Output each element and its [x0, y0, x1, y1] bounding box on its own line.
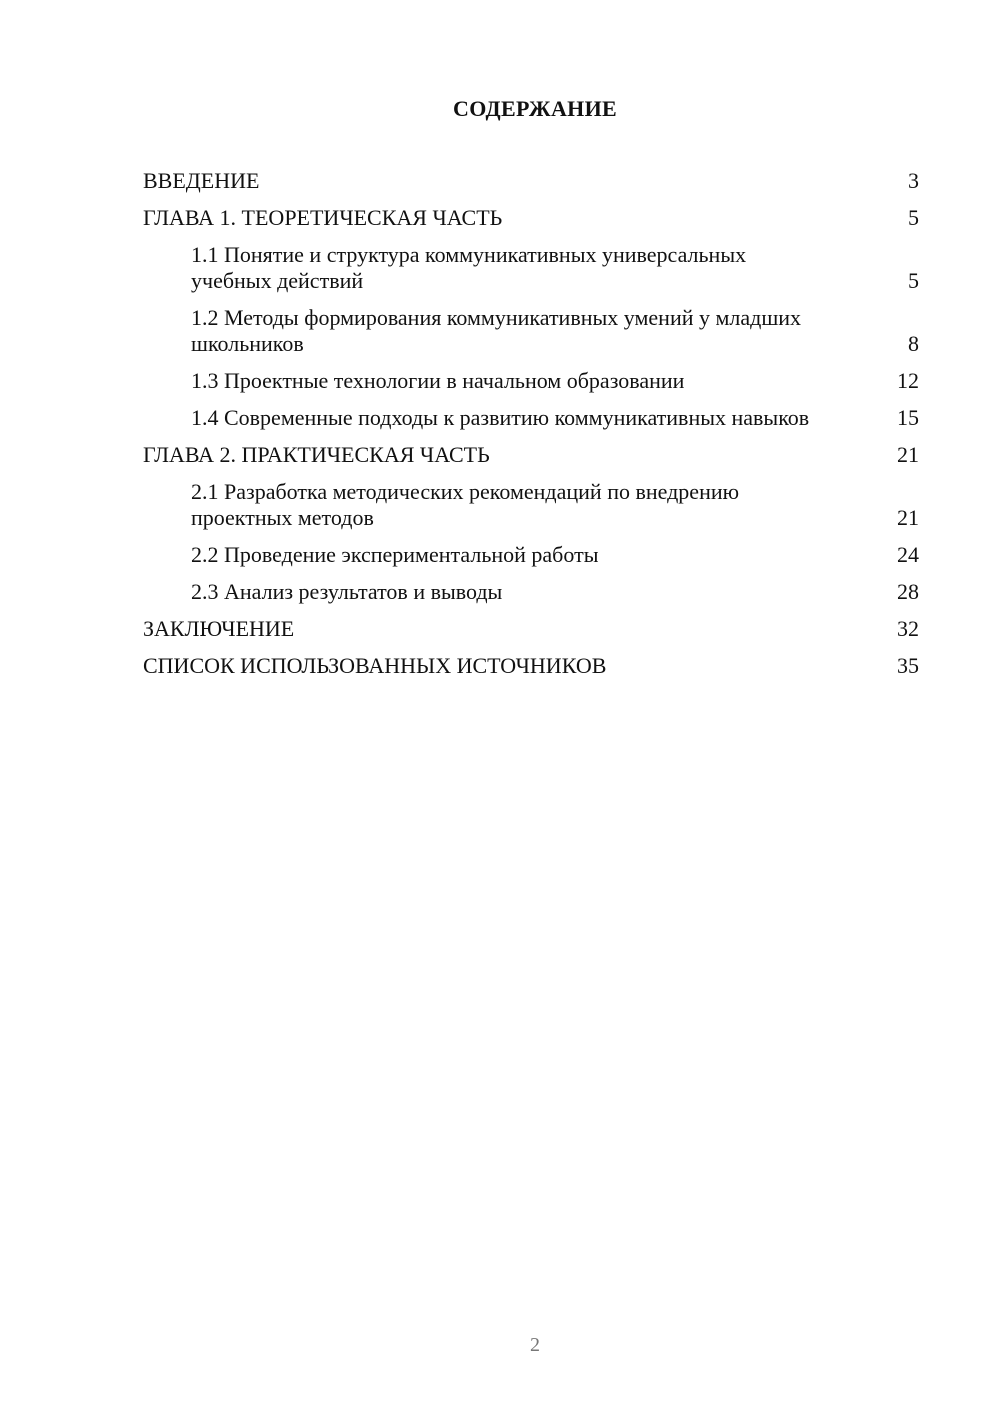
toc-entry-label: 1.3 Проектные технологии в начальном образовании	[191, 368, 685, 393]
toc-entry[interactable]	[143, 542, 919, 568]
toc-entry[interactable]	[143, 579, 919, 605]
toc-entry-page: 21	[897, 505, 919, 530]
toc-entry-label: ГЛАВА 1. ТЕОРЕТИЧЕСКАЯ ЧАСТЬ	[143, 205, 503, 230]
toc-entry-label: ВВЕДЕНИЕ	[143, 168, 260, 193]
toc-entry-label: 1.4 Современные подходы к развитию коммуникативных навыков	[191, 405, 810, 430]
toc-entry-page: 21	[897, 442, 919, 467]
toc-entry[interactable]	[143, 305, 919, 357]
toc-entry[interactable]	[143, 442, 919, 468]
toc-entry-page: 3	[908, 168, 919, 193]
toc-entry-label: ЗАКЛЮЧЕНИЕ	[143, 616, 295, 641]
toc-entry-label: 2.1 Разработка методических рекомендаций по внедрению проектных методов	[191, 479, 740, 530]
toc-entry[interactable]	[143, 653, 919, 679]
toc-entry-page: 35	[897, 653, 919, 678]
toc-entry[interactable]	[143, 368, 919, 394]
toc-entry-page: 15	[897, 405, 919, 430]
page-number: 2	[530, 1334, 540, 1356]
table-of-contents	[143, 168, 919, 690]
toc-entry-label: 2.3 Анализ результатов и выводы	[191, 579, 503, 604]
toc-entry-page: 8	[908, 331, 919, 356]
toc-entry[interactable]	[143, 242, 919, 294]
page-title: СОДЕРЖАНИЕ	[453, 96, 617, 121]
toc-entry[interactable]	[143, 479, 919, 531]
toc-entry-label: 1.2 Методы формирования коммуникативных умений у младших школьников	[191, 305, 802, 356]
toc-entry-page: 5	[908, 205, 919, 230]
toc-entry-page: 28	[897, 579, 919, 604]
toc-entry-label: СПИСОК ИСПОЛЬЗОВАННЫХ ИСТОЧНИКОВ	[143, 653, 607, 678]
toc-entry[interactable]	[143, 616, 919, 642]
toc-entry-label: 1.1 Понятие и структура коммуникативных универсальных учебных действий	[191, 242, 747, 293]
toc-entry[interactable]	[143, 168, 919, 194]
toc-entry-label: ГЛАВА 2. ПРАКТИЧЕСКАЯ ЧАСТЬ	[143, 442, 490, 467]
toc-entry-page: 12	[897, 368, 919, 393]
toc-entry-page: 24	[897, 542, 919, 567]
toc-entry-label: 2.2 Проведение экспериментальной работы	[191, 542, 599, 567]
toc-entry[interactable]	[143, 405, 919, 431]
toc-entry-page: 32	[897, 616, 919, 641]
toc-entry-page: 5	[908, 268, 919, 293]
toc-entry[interactable]	[143, 205, 919, 231]
